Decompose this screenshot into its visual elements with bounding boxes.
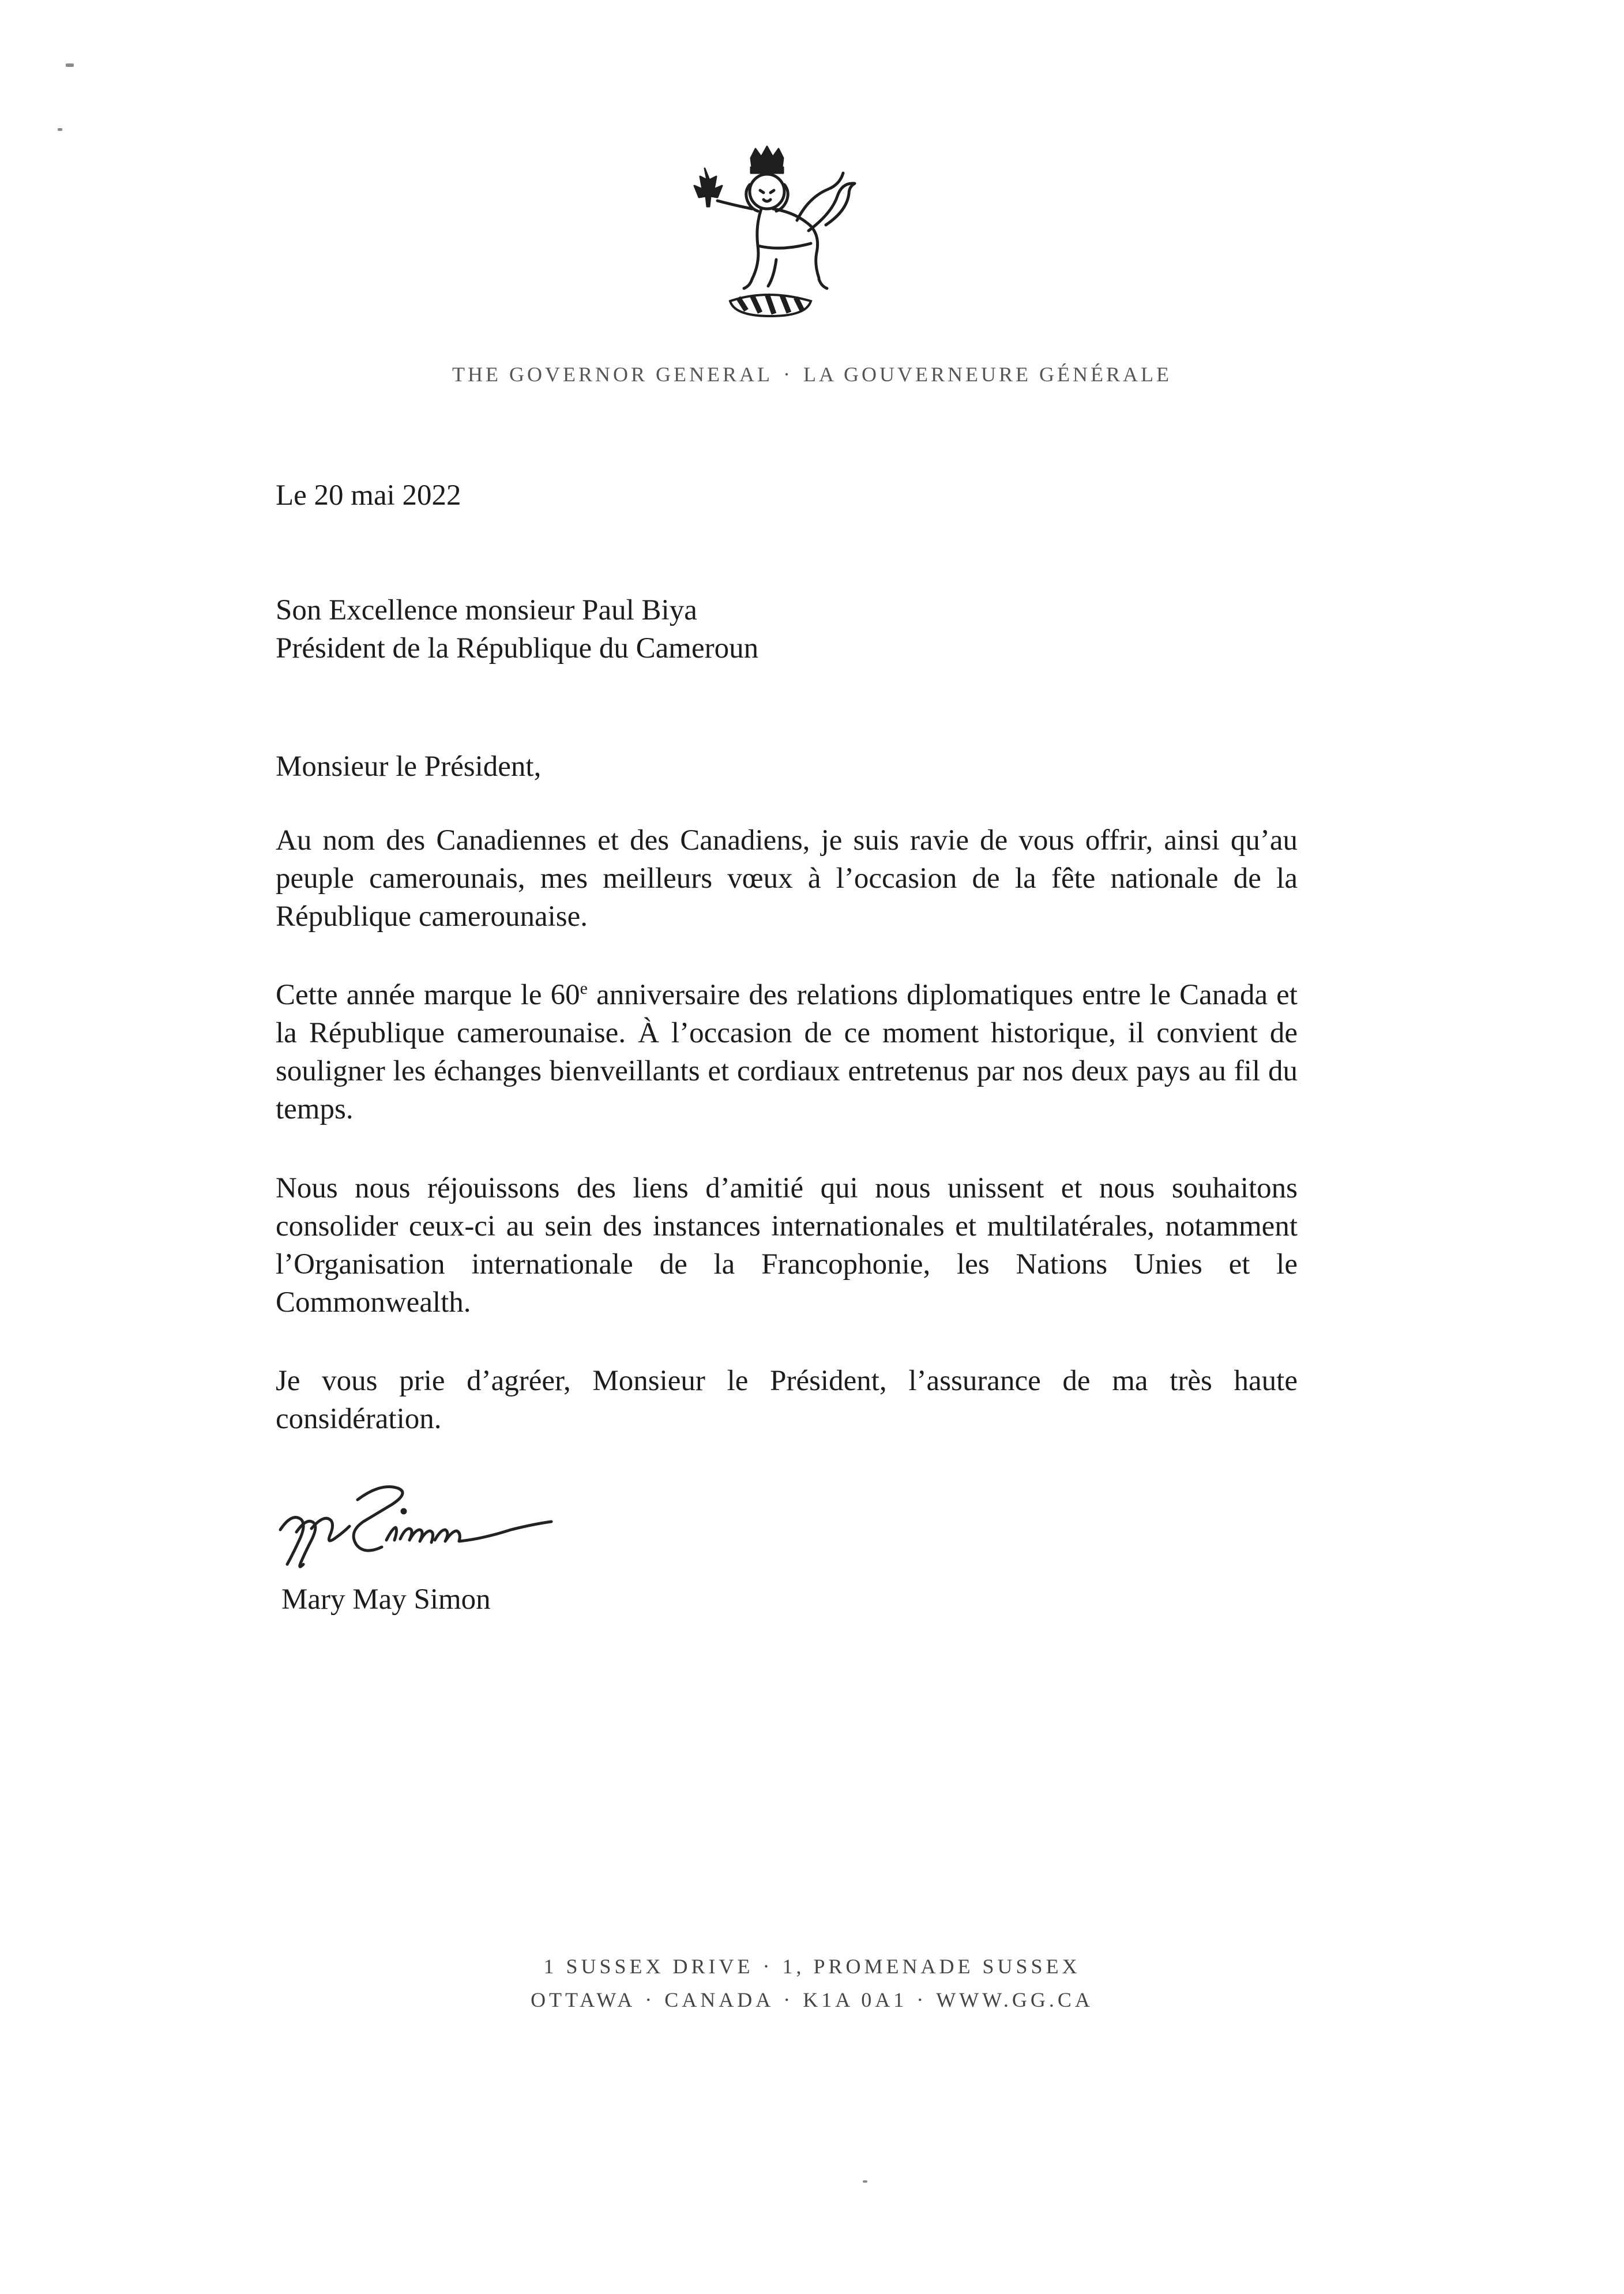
footer-city: OTTAWA (531, 1988, 636, 2011)
footer-separator: · (916, 1988, 927, 2011)
paragraph-2-start: Cette année marque le 60 (276, 979, 580, 1011)
recipient-address (276, 591, 1298, 667)
recipient-title: Président de la République du Cameroun (276, 632, 759, 664)
letterhead-title-en: THE GOVERNOR GENERAL (452, 363, 773, 386)
footer-address-line (0, 1950, 1624, 1983)
salutation: Monsieur le Président, (276, 750, 542, 783)
scan-speck (66, 63, 74, 67)
ordinal-superscript: e (580, 979, 588, 998)
body-paragraph-1: Au nom des Canadiennes et des Canadiens, je suis ravie de vous offrir, ainsi qu’au peuple camerounais, mes meilleurs vœux à l’occasion de la fête nationale de la République camerounaise. (276, 824, 1298, 933)
footer-city-line (0, 1983, 1624, 2017)
scan-speck (863, 2180, 867, 2183)
letterhead-separator: · (783, 363, 793, 386)
footer-address-en: 1 SUSSEX DRIVE (543, 1955, 754, 1978)
closing-paragraph: Je vous prie d’agréer, Monsieur le Président, l’assurance de ma très haute considération. (276, 1365, 1298, 1435)
scan-speck (58, 128, 62, 131)
footer-separator: · (783, 1988, 794, 2011)
signer-name: Mary May Simon (281, 1583, 491, 1616)
handwritten-signature (271, 1477, 582, 1580)
letterhead-title-fr: LA GOUVERNEURE GÉNÉRALE (803, 363, 1172, 386)
letter-date: Le 20 mai 2022 (276, 479, 461, 512)
body-paragraph-2 (276, 976, 1298, 1128)
footer-website: WWW.GG.CA (936, 1988, 1093, 2011)
footer-separator: · (645, 1988, 656, 2011)
paragraph-2-rest: anniversaire des relations diplomatiques entre le Canada et la République camerounaise. À l’occasion de ce moment historique, il convient de souligner les échanges bienveillants et cordiaux entretenus par nos deux pays au fil du temps. (276, 979, 1298, 1125)
footer-address-fr: 1, PROMENADE SUSSEX (782, 1955, 1081, 1978)
recipient-name: Son Excellence monsieur Paul Biya (276, 594, 697, 626)
letterhead-title (0, 362, 1624, 386)
body-paragraph-3: Nous nous réjouissons des liens d’amitié qui nous unissent et nous souhaitons consolider ceux-ci au sein des instances internationales et multilatérales, notamment l’Organisation internationale de la Francophonie, les Nations Unies et le Commonwealth. (276, 1172, 1298, 1319)
footer-separator: · (762, 1955, 773, 1978)
letterhead-footer (0, 1950, 1624, 2017)
footer-country: CANADA (664, 1988, 775, 2011)
footer-postal-code: K1A 0A1 (803, 1988, 908, 2011)
governor-general-crest-icon (675, 144, 865, 335)
